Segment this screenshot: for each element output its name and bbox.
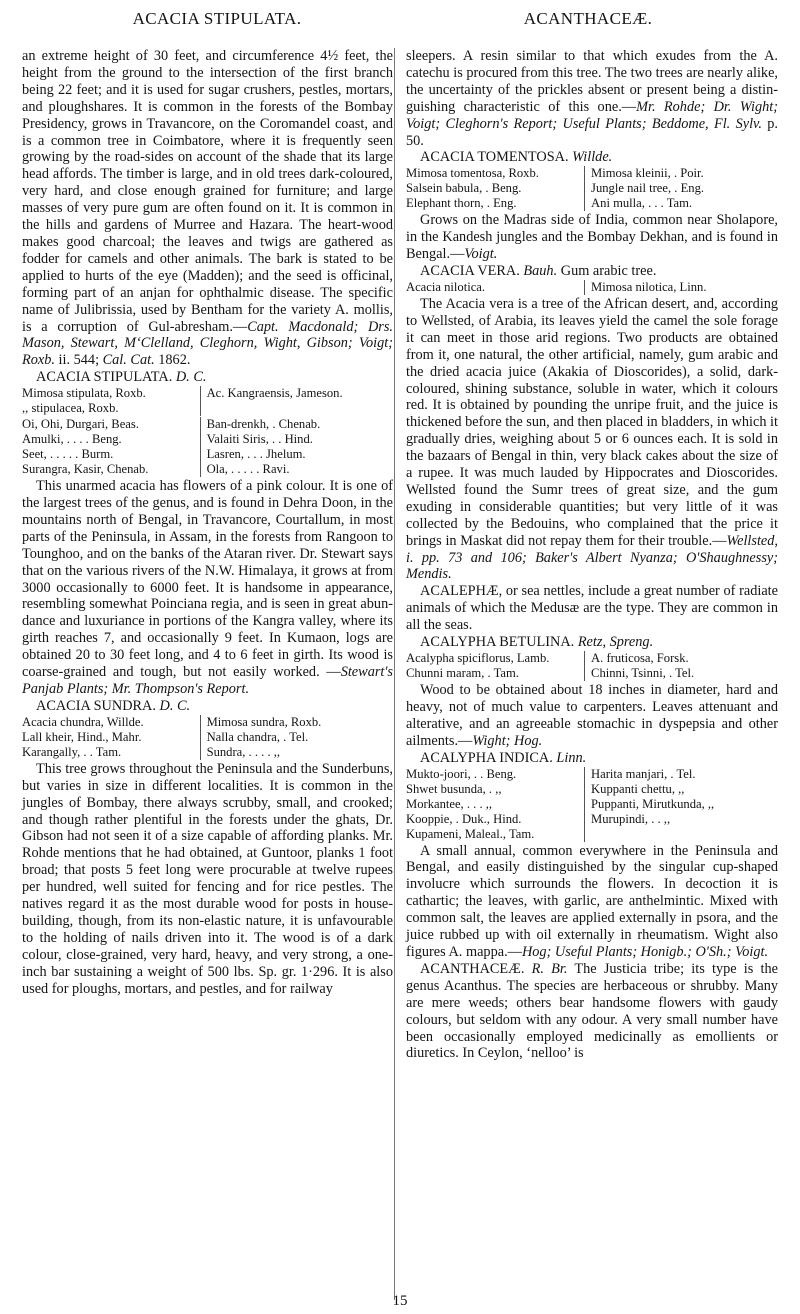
paragraph: sleepers. A resin similar to that which exudes from the A. catechu is procured from this tree. The two trees are nearly alike, the uncertainty of the prickles absent or present being a distinguishing characteristic of this one.—Mr. Rohde; Dr. Wight; Voigt; Cleghorn's Report; Useful Plants; Beddome, Fl. Sylv. p. 50.: [406, 48, 778, 149]
paragraph: This unarmed acacia has flowers of a pink colour. It is one of the largest trees of the genus, and is found in Dehra Doon, in the mountains north of Bengal, in Travancore, Courtallum, in most parts of the Peninsula, in Assam, in the forests from Rangoon to Tounghoo, and on the banks of the Ataran river. Dr. Stewart says that on the various rivers of the N.W. Himalaya, it grows at from 3000 occasionally to 6000 feet. It is handsome in appearance, resembling somewhat Poinciana regia, and is seen in great abundance and luxuriance in portions of the Kangra valley, where its girth reaches 7, and occasionally 9 feet. In Kumaon, logs are obtained 20 to 30 feet long, and 4 to 6 feet in girth. Its wood is coarse-grained and tough, but not easily worked. —Stewart's Panjab Plants; Mr. Thompson's Report.: [22, 478, 393, 697]
paragraph: ACALEPHÆ, or sea nettles, include a great number of radiate animals of which the Medusæ are the type. They are common in all the seas.: [406, 583, 778, 634]
running-head-left: ACACIA STIPULATA.: [132, 9, 302, 28]
paragraph: ACANTHACEÆ. R. Br. The Justicia tribe; its type is the genus Acanthus. The species are herbaceous or shrubby. Many are mere weeds; others bear handsome flowers with gaudy colours, but seldom with any odour. A very small number have been occasionally employed medicinally as emollients or diuretics. In Ceylon, ‘nelloo’ is: [406, 960, 778, 1062]
vernacular-names-table: Oi, Ohi, Durgari, Beas. Amulki, . . . . Beng. Seet, . . . . . Burm. Surangra, Kasir, Chenab. Ban-drenkh, . Chenab. Valaiti Siris, . . Hind. Lasren, . . . Jhelum. Ola, . . . . . Ravi.: [22, 417, 321, 477]
paragraph: Wood to be obtained about 18 inches in diameter, hard and heavy, not of much value to carpenters. Leaves attenuant and alterative, and an agreeable stomachic in dyspepsia and other ailments.—Wight; Hog.: [406, 682, 778, 749]
synonym-table: Mukto-joori, . . Beng. Shwet busunda, . ,, Morkantee, . . . ,, Kooppie, . Duk., Hind. Kupameni, Maleal., Tam. Harita manjari, . Tel. Kuppanti chettu, ,, Puppanti, Mirutkunda, ,, Murupindi, . . ,,: [406, 766, 715, 841]
entry-heading-acalypha-indica: ACALYPHA INDICA. Linn.: [420, 749, 587, 766]
left-column: [22, 48, 393, 998]
synonym-table: Mimosa stipulata, Roxb. ,, stipulacea, Roxb. Ac. Kangraensis, Jameson.: [22, 386, 343, 416]
entry-heading-acalypha-betulina: ACALYPHA BETULINA. Retz, Spreng.: [420, 634, 654, 651]
paragraph: A small annual, common everywhere in the Peninsula and Bengal, and easily distinguished by the singular cup-shaped involucre which surrounds the flowers. In decoction it is cathartic; the leaves, with garlic, are anthelmintic. Mixed with common salt, the leaves are applied externally in psora, and the juice rubbed up with oil externally in rheumatism. Wight also figures A. mappa.—Hog; Useful Plants; Honigb.; O'Sh.; Voigt.: [406, 842, 778, 960]
entry-heading-acacia-sundra: ACACIA SUNDRA. D. C.: [36, 697, 191, 714]
paragraph: Grows on the Madras side of India, common near Sholapore, in the Kandesh jungles and the Bombay Dekhan, and is found in Bengal.—Voigt.: [406, 212, 778, 263]
paragraph: an extreme height of 30 feet, and circumference 4½ feet, the height from the ground to the intersection of the first branch being 22 feet; and it is used for sugar crushers, pestles, mortars, and ploughshares. It is common in the forests of the Bombay Presidency, grows in Travancore, on the Coromandel coast, and is a common tree in Coimbatore, where it is frequently seen growing by the road-sides on account of the shade that its large head affords. The timber is large, and in old trees dark-coloured, very hard, and close enough grained for furniture; and large masses of very pure gum are often found on it. It is common in the hills and gardens of Murree and Hazara. The heart-wood makes good charcoal; the leaves and twigs are gathered as fodder for camels and other animals. The bark is stated to be applied to hurts of the eye (Madden); and the seed is officinal, forming part of an anjan for ophthalmic disease. The specific name of Julibrissia, used by Bentham for the variety A. mollis, is a corruption of Gul-abresham.—Capt. Macdonald; Drs. Mason, Stewart, M‘Clelland, Cleghorn, Wight, Gibson; Voigt; Roxb. ii. 544; Cal. Cat. 1862.: [22, 48, 394, 369]
entry-heading-acacia-vera: ACACIA VERA. Bauh. Gum arabic tree.: [420, 263, 657, 280]
right-column: [406, 48, 778, 1062]
entry-heading-acacia-stipulata: ACACIA STIPULATA. D. C.: [36, 369, 207, 386]
synonym-table: Mimosa tomentosa, Roxb. Salsein babula, . Beng. Elephant thorn, . Eng. Mimosa kleinii, . Poir. Jungle nail tree, . Eng. Ani mulla, . . . Tam.: [406, 166, 705, 211]
running-head-right: ACANTHACEÆ.: [523, 9, 653, 28]
column-divider: [394, 48, 395, 1300]
synonym-table: Acacia nilotica. Mimosa nilotica, Linn.: [406, 279, 707, 294]
synonym-table: Acacia chundra, Willde. Lall kheir, Hind., Mahr. Karangally, . . Tam. Mimosa sundra, Roxb. Nalla chandra, . Tel. Sundra, . . . . ,,: [22, 714, 322, 759]
paragraph: This tree grows throughout the Peninsula and the Sunderbuns, but varies in size in different localities. It is common in the jungles of Bombay, there always scrubby, small, and crooked; and though rather plentiful in the forests under the ghats, Dr. Gibson had not seen it of a size capable of affording planks. Mr. Rohde mentions that he had obtained, at Guntoor, planks 1 foot broad; that posts 5 feet long were procurable at twelve rupees per hundred, well suited for fencing and for rice pestles. The natives regard it as the most durable wood for posts in house-building, though, from its non-elastic nature, it is unfavourable to the holding of nails driven into it. The wood is of a dark colour, close-grained, very hard, heavy, and very strong, a one-inch bar sustaining a weight of 500 lbs. Sp. gr. 1·296. It is also used for ploughs, mortars, and pestles, and for railway: [22, 760, 393, 997]
entry-heading-acacia-tomentosa: ACACIA TOMENTOSA. Willde.: [420, 149, 613, 166]
paragraph: The Acacia vera is a tree of the African desert, and, according to Wellsted, of Arabia, its leaves yield the camel the sole forage it can meet in those arid regions. Two products are obtained from it, one natural, the other artificial, namely, gum arabic and the dried acacia juice (Akakia of Dioscorides), a solid, dark-coloured, shining substance, soluble in water, which it colours red. It is obtained by pounding the unripe fruit, and the juice is thickened before the sun, and then placed in bladders, in which it gradually dries, weighing about 5 or 6 ounces each. It is sold in the bazaars of Bengal in thin, very black cakes about the size of a rupee. It was much lauded by Hippocrates and Dioscorides. Wellsted found the Sumr trees of great size, and the gum exuding in considerable quantities; but very little of it was collected by the Bedouins, who complained that the price it brings in Maskat did not repay them for their trouble.—Wellsted, i. pp. 73 and 106; Baker's Albert Nyanza; O'Shaughnessy; Mendis.: [406, 295, 778, 583]
synonym-table: Acalypha spiciflorus, Lamb. Chunni maram, . Tam. A. fruticosa, Forsk. Chinni, Tsinni, . Tel.: [406, 651, 695, 680]
page-number: 15: [392, 1293, 408, 1309]
